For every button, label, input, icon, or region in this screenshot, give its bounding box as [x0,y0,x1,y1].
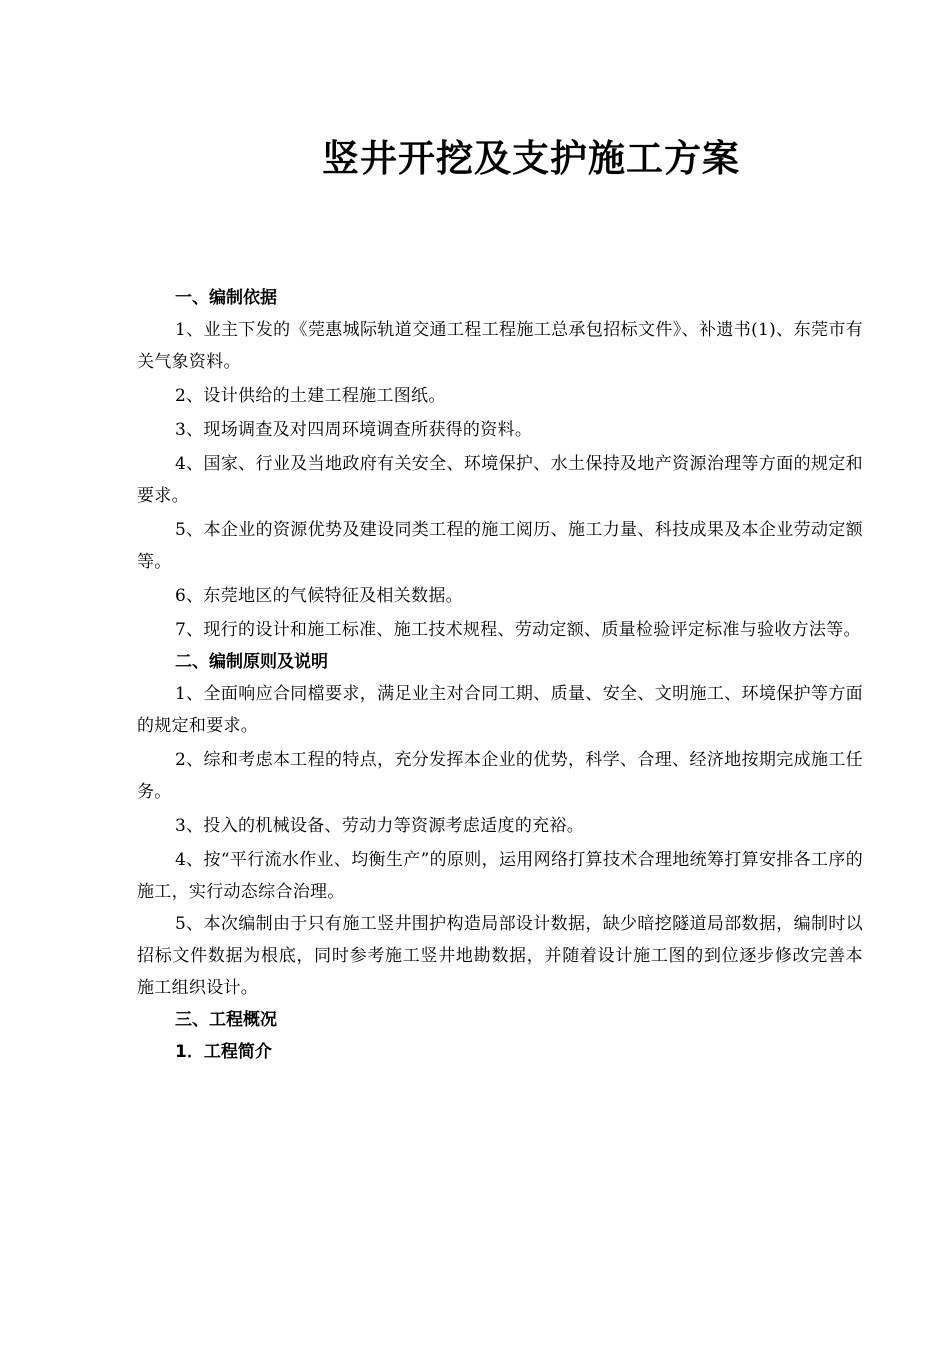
paragraph: 2、设计供给的土建工程施工图纸。 [175,386,446,406]
paragraph: 2、综和考虑本工程的特点，充分发挥本企业的优势，科学、合理、经济地按期完成施工任务。 [137,750,863,802]
paragraph: 3、投入的机械设备、劳动力等资源考虑适度的充裕。 [175,816,585,836]
paragraph: 6、东莞地区的气候特征及相关数据。 [175,586,463,606]
paragraph: 4、国家、行业及当地政府有关安全、环境保护、水土保持及地产资源治理等方面的规定和要求。 [137,454,863,506]
paragraph: 5、本次编制由于只有施工竖井围护构造局部设计数据，缺少暗挖隧道局部数据，编制时以招标文件数据为根底，同时参考施工竖井地勘数据，并随着设计施工图的到位逐步修改完善本施工组织设计。 [137,914,863,998]
document-title: 竖井开挖及支护施工方案 [322,136,740,180]
paragraph: 4、按“平行流水作业、均衡生产”的原则，运用网络打算技术合理地统筹打算安排各工序的施工，实行动态综合治理。 [137,850,863,902]
section-heading-principles: 二、编制原则及说明 [175,652,328,672]
section-heading-basis: 一、编制依据 [175,288,277,308]
paragraph: 5、本企业的资源优势及建设同类工程的施工阅历、施工力量、科技成果及本企业劳动定额等。 [137,520,863,572]
paragraph: 1、全面响应合同檔要求，满足业主对合同工期、质量、安全、文明施工、环境保护等方面的规定和要求。 [137,684,863,736]
document-body [137,282,863,1068]
paragraph: 1、业主下发的《莞惠城际轨道交通工程工程施工总承包招标文件》、补遗书(1)、东莞市有关气象资料。 [137,320,863,372]
section-heading-overview: 三、工程概况 [175,1010,277,1030]
paragraph: 3、现场调查及对四周环境调查所获得的资料。 [175,420,533,440]
paragraph: 7、现行的设计和施工标准、施工技术规程、劳动定额、质量检验评定标准与验收方法等。 [175,620,861,640]
subsection-heading-intro: 1．工程简介 [175,1042,272,1062]
